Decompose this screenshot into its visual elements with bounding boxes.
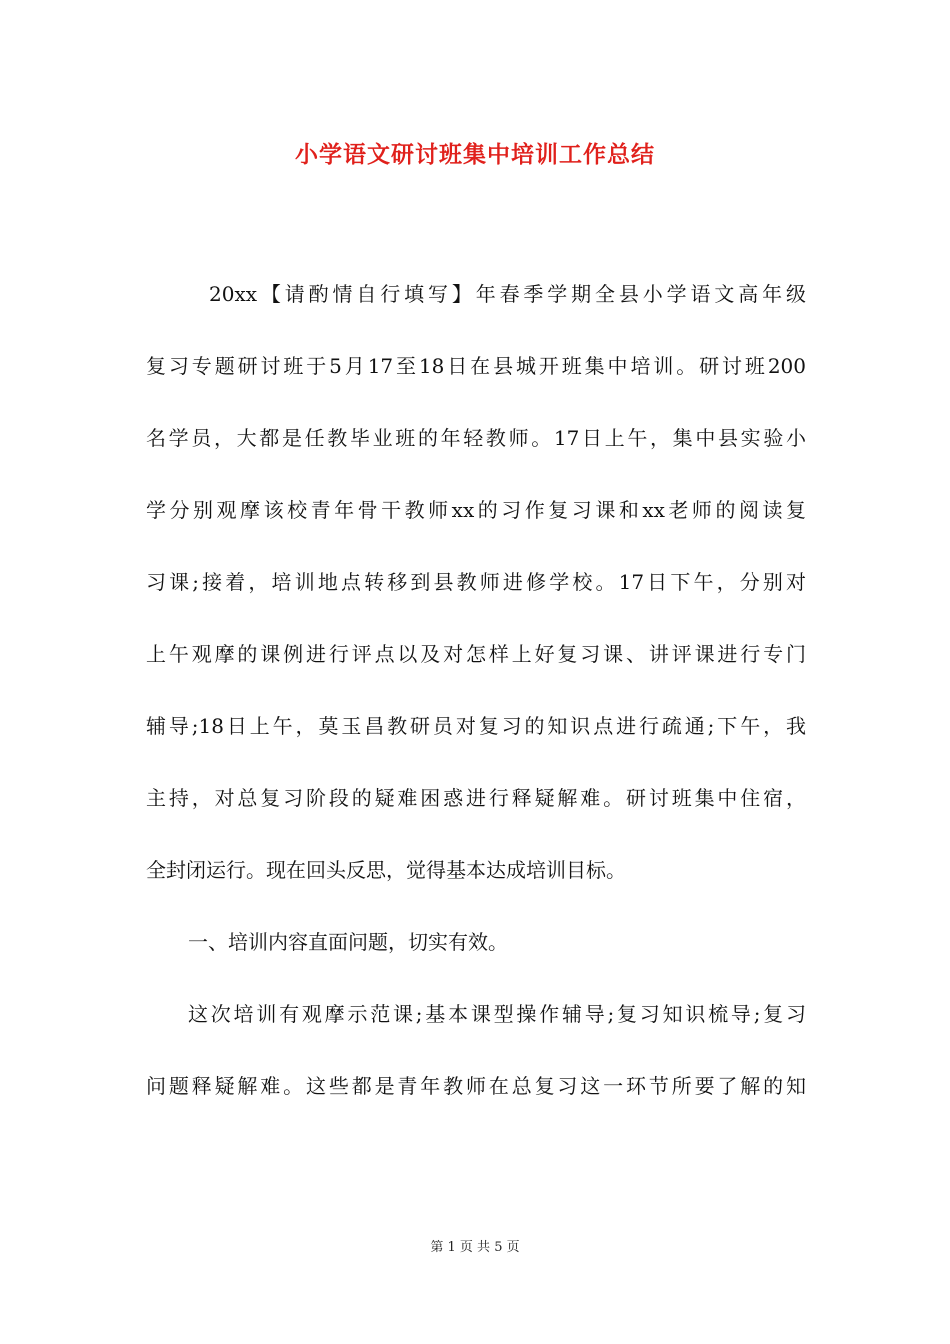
paragraph-line: 全封闭运行。现在回头反思，觉得基本达成培训目标。 (146, 858, 626, 882)
section-heading (146, 906, 806, 978)
paragraph-line: 上午观摩的课例进行评点以及对怎样上好复习课、讲评课进行专门 (146, 642, 806, 666)
section-heading-text: 一、培训内容直面问题，切实有效。 (188, 930, 508, 954)
paragraph-line: 学分别观摩该校青年骨干教师xx的习作复习课和xx老师的阅读复 (146, 498, 806, 522)
paragraph-line: 辅导;18日上午，莫玉昌教研员对复习的知识点进行疏通;下午，我 (146, 714, 806, 738)
document-title: 小学语文研讨班集中培训工作总结 (295, 141, 655, 168)
paragraph-intro (146, 258, 806, 906)
paragraph-training (146, 978, 806, 1122)
paragraph-line: 复习专题研讨班于5月17至18日在县城开班集中培训。研讨班200 (146, 354, 806, 378)
paragraph-line: 问题释疑解难。这些都是青年教师在总复习这一环节所要了解的知 (146, 1074, 806, 1098)
paragraph-line: 习课;接着，培训地点转移到县教师进修学校。17日下午，分别对 (146, 570, 806, 594)
paragraph-line: 名学员，大都是任教毕业班的年轻教师。17日上午，集中县实验小 (146, 426, 806, 450)
document-body (146, 258, 806, 1122)
paragraph-line: 这次培训有观摩示范课;基本课型操作辅导;复习知识梳导;复习 (188, 1002, 806, 1026)
page-number-footer: 第 1 页 共 5 页 (430, 1240, 520, 1255)
paragraph-line: 20xx【请酌情自行填写】年春季学期全县小学语文高年级 (209, 282, 806, 306)
paragraph-line: 主持，对总复习阶段的疑难困惑进行释疑解难。研讨班集中住宿， (146, 786, 806, 810)
